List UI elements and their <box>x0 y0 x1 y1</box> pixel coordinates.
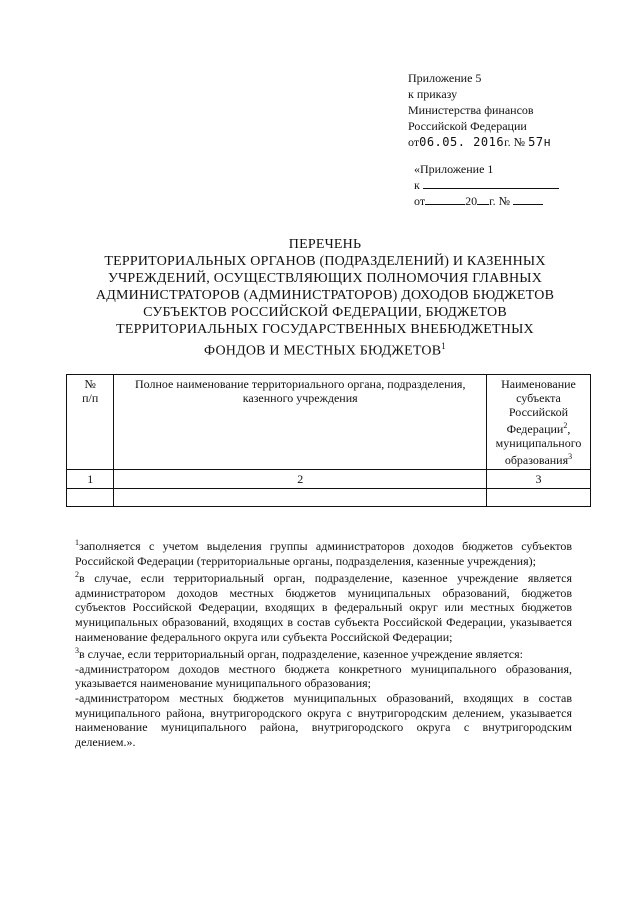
footnote-mark: 3 <box>75 646 79 656</box>
header-text <box>490 419 587 436</box>
bodies-table <box>66 374 591 507</box>
header-text: п/п <box>82 391 99 405</box>
blank-line <box>423 177 559 189</box>
header-text: субъекта <box>516 391 561 405</box>
title-line: ПЕРЕЧЕНЬ <box>288 237 362 252</box>
annex-title: «Приложение 1 <box>414 162 494 176</box>
country-name: Российской Федерации <box>408 119 527 133</box>
col-number-header <box>67 375 114 470</box>
empty-cell <box>67 489 114 507</box>
empty-cell <box>486 489 590 507</box>
footnote-text: заполняется с учетом выделения группы администраторов доходов бюджетов субъектов Российской Федерации (территориальные органы, подразделения, казенные учреждения); <box>75 539 572 568</box>
footnotes <box>75 536 572 749</box>
col-name-header: Полное наименование территориального органа, подразделения, казенного учреждения <box>114 375 487 470</box>
annex-year-label: 20 <box>465 194 478 208</box>
footnote-3-item-2: -администратором местных бюджетов муниципальных образований, входящих в состав муниципального района, внутригородского округа с внутригородским делением, указывается наименование муниципального района, внутригородского округа с внутригородским делением.». <box>75 690 572 749</box>
footnote-mark: 1 <box>441 341 446 351</box>
footnote-3-item-1: -администратором доходов местного бюджета конкретного муниципального образования, указывается наименование муниципального образования; <box>75 661 572 691</box>
date-suffix: г. № <box>504 135 526 149</box>
header-text-part: образования <box>504 453 569 467</box>
header-text: Наименование <box>501 377 576 391</box>
column-number: 2 <box>114 470 487 489</box>
footnote-2 <box>75 568 572 644</box>
header-text: Российской <box>508 405 569 419</box>
annex-number-label: г. № <box>489 194 511 208</box>
annex-number: Приложение 5 <box>408 71 482 85</box>
blank-line <box>477 193 489 205</box>
annex-to-label: к <box>414 178 420 192</box>
order-number: 57н <box>528 135 552 149</box>
document-title <box>60 236 590 360</box>
footnote-mark: 2 <box>75 570 79 580</box>
order-ref: к приказу <box>408 87 458 101</box>
table-row <box>67 489 591 507</box>
column-number-row <box>67 470 591 489</box>
blank-line <box>425 193 465 205</box>
title-line: СУБЪЕКТОВ РОССИЙСКОЙ ФЕДЕРАЦИИ, БЮДЖЕТОВ <box>143 305 507 320</box>
ministry-name: Министерства финансов <box>408 103 534 117</box>
annex-block <box>414 161 559 209</box>
title-line: УЧРЕЖДЕНИЙ, ОСУЩЕСТВЛЯЮЩИХ ПОЛНОМОЧИЯ ГЛАВНЫХ <box>107 271 543 286</box>
footnote-3 <box>75 644 572 662</box>
date-prefix: от <box>408 135 420 149</box>
title-line <box>60 338 590 360</box>
empty-cell <box>114 489 487 507</box>
order-header <box>408 70 551 150</box>
date-value: 06.05. 2016 <box>419 135 505 149</box>
footnote-1 <box>75 536 572 568</box>
footnote-mark: 1 <box>75 538 79 547</box>
column-number: 1 <box>67 470 114 489</box>
title-line: ТЕРРИТОРИАЛЬНЫХ ГОСУДАРСТВЕННЫХ ВНЕБЮДЖЕТНЫХ <box>116 322 534 337</box>
header-text: муниципального <box>495 436 582 450</box>
header-text <box>490 450 587 467</box>
title-line-text: ФОНДОВ И МЕСТНЫХ БЮДЖЕТОВ <box>204 343 442 359</box>
order-date-line <box>408 134 551 150</box>
annex-to-line <box>414 177 559 193</box>
header-text-part: , <box>567 422 571 436</box>
header-text-part: Федерации <box>506 422 564 436</box>
footnote-text: в случае, если территориальный орган, подразделение, казенное учреждение является администратором доходов местных бюджетов муниципальных образований, бюджетов субъектов Российской Федерации, входящих в федеральный округ или местных бюджетов муниципальных образований, входящих в состав субъекта Российской Федерации, указывается наименование федерального округа или субъекта Российской Федерации; <box>75 571 572 644</box>
annex-date-line <box>414 193 559 209</box>
annex-from-label: от <box>414 194 426 208</box>
footnote-text: в случае, если территориальный орган, подразделение, казенное учреждение является: <box>79 647 523 662</box>
header-text: № <box>84 377 96 391</box>
table-header-row <box>67 375 591 470</box>
column-number: 3 <box>486 470 590 489</box>
blank-line <box>513 193 543 205</box>
footnote-mark: 2 <box>563 421 568 430</box>
title-line: ТЕРРИТОРИАЛЬНЫХ ОРГАНОВ (ПОДРАЗДЕЛЕНИЙ) И КАЗЕННЫХ <box>104 254 546 269</box>
col-subject-header <box>486 375 590 470</box>
footnote-mark: 3 <box>568 452 573 461</box>
title-line: АДМИНИСТРАТОРОВ (АДМИНИСТРАТОРОВ) ДОХОДОВ БЮДЖЕТОВ <box>95 288 555 303</box>
